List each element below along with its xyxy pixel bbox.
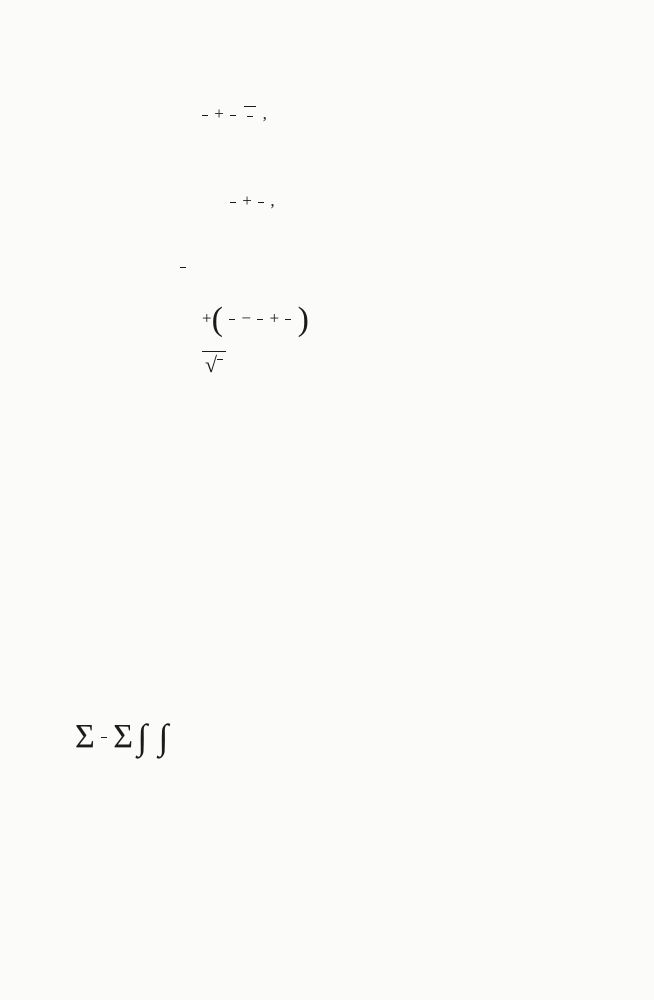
equation-821-line1: [178, 256, 188, 278]
fraction: [230, 114, 236, 117]
equation-821-line2: +( − + ): [202, 301, 309, 338]
fraction-denominator: [247, 117, 253, 118]
fraction: [244, 105, 256, 125]
equation-822: [75, 717, 169, 757]
equation-821-line3: [200, 350, 228, 377]
fraction: [202, 350, 226, 377]
fraction-denominator: [258, 203, 264, 204]
equation-series: + ,: [200, 104, 267, 125]
fraction: [101, 736, 107, 739]
fraction-denominator: [244, 107, 256, 125]
fraction: [229, 318, 235, 321]
fraction-denominator: [229, 320, 235, 321]
fraction: [230, 201, 236, 204]
fraction-denominator: [202, 116, 208, 117]
fraction-denominator: [257, 320, 263, 321]
fraction-denominator: [285, 320, 291, 321]
fraction: [257, 318, 263, 321]
fraction-denominator: [230, 116, 236, 117]
integral-operator: ∫: [137, 717, 148, 757]
fraction: [258, 201, 264, 204]
fraction-denominator: [101, 738, 107, 739]
fraction-denominator: √: [202, 352, 226, 377]
fraction-denominator: [230, 203, 236, 204]
fraction: [180, 266, 186, 269]
sum-operator: Σ: [113, 718, 134, 755]
integral-dots: [151, 731, 154, 743]
fraction: [285, 318, 291, 321]
fraction: [202, 114, 208, 117]
equation-exp: + ,: [228, 190, 275, 211]
integral-operator: ∫: [158, 717, 169, 757]
sqrt-radicand: [217, 359, 223, 376]
sum-operator: Σ: [75, 718, 95, 755]
fraction-denominator: [180, 268, 186, 269]
